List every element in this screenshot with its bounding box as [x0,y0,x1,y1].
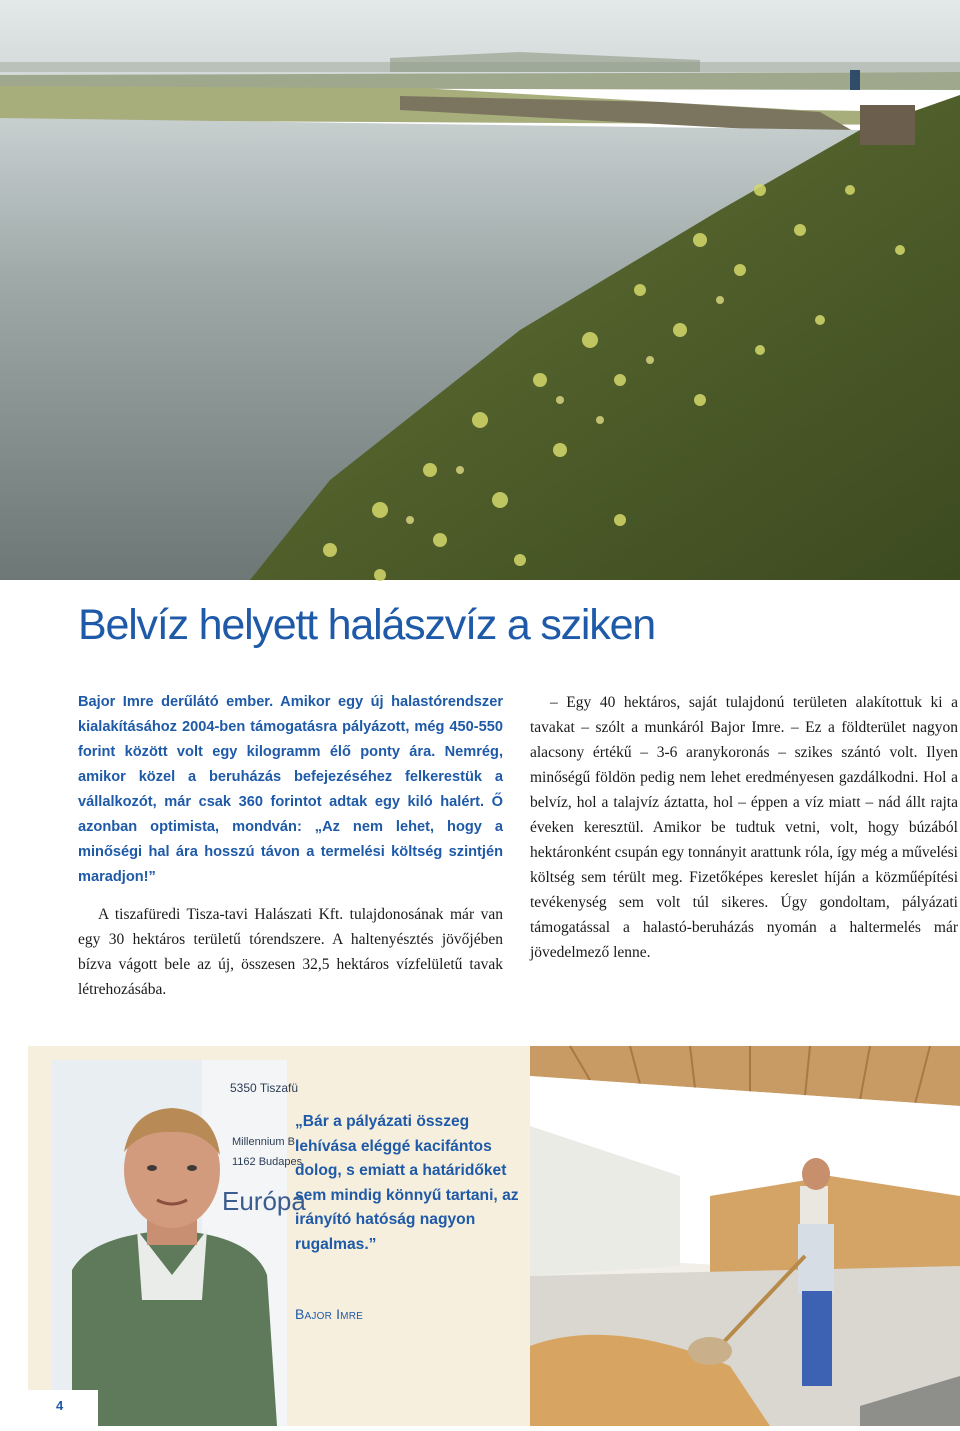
body-paragraph-right: – Egy 40 hektáros, saját tulajdonú területen alakítottuk ki a tavakat – szólt a munkáról Bajor Imre. – Ez a földterület nagyon alacsony értékű – 3-6 aranykoronás – szikes szántó volt. Ilyen minőségű földön pedig nem lehet eredményesen gazdálkodni. Hol a belvíz, hol a talajvíz áztatta, hol – éppen a víz miatt – nád állt rajta éveken keresztül. Amikor be tudtuk vetni, volt, hogy búzából hektáronként csupán egy tonnányit arattunk róla, így még a művelési költség sem térült meg. Fizetőképes kereslet híján a közműépítési tevékenység sem volt túl sikeres. Úgy gondoltam, pályázati támogatással a halastó-beruházás nyomán a haltermelés már jövedelmező lenne. [530,694,958,961]
body-paragraph-left: A tiszafüredi Tisza-tavi Halászati Kft. tulajdonosának már van egy 30 hektáros területű tórendszere. A haltenyésztés jövőjében bízva vágott bele az új, összesen 32,5 hektáros vízfelületű tavak létrehozásába. [78,906,503,998]
sign-text-2: Millennium B [232,1136,295,1148]
warehouse-grain-photo [530,1046,960,1426]
right-column [530,690,958,965]
sign-text-4: Európa [222,1186,306,1216]
quote-author: Bajor Imre [295,1306,364,1322]
hero-photo-fish-pond [0,0,960,580]
portrait-photo-bajor-imre [52,1060,306,1426]
page-number-box [28,1390,98,1426]
pull-quote: „Bár a pályázati összeg lehívása eléggé kacifántos dolog, s emiatt a határidőket sem mindig könnyű tartani, az irányító hatóság nagyon rugalmas.” [295,1113,519,1253]
page-number: 4 [56,1398,64,1413]
left-column [78,690,503,1002]
article-lead: Bajor Imre derűlátó ember. Amikor egy új halastórendszer kialakításához 2004-ben támogatásra pályázott, még 450-550 forint között volt egy kilogramm élő ponty ára. Nemrég, amikor közel a beruházás befejezéséhez felkerestük a vállalkozót, már csak 360 forintot adtak egy kiló halért. Ő azonban optimista, mondván: „Az nem lehet, hogy a minőségi hal ára hosszú távon a termelési költség szintjén maradjon!” [78,694,503,885]
article-title: Belvíz helyett halászvíz a sziken [78,601,656,649]
sign-text-3: 1162 Budapes [232,1156,303,1168]
sign-text-1: 5350 Tiszafü [230,1081,299,1095]
